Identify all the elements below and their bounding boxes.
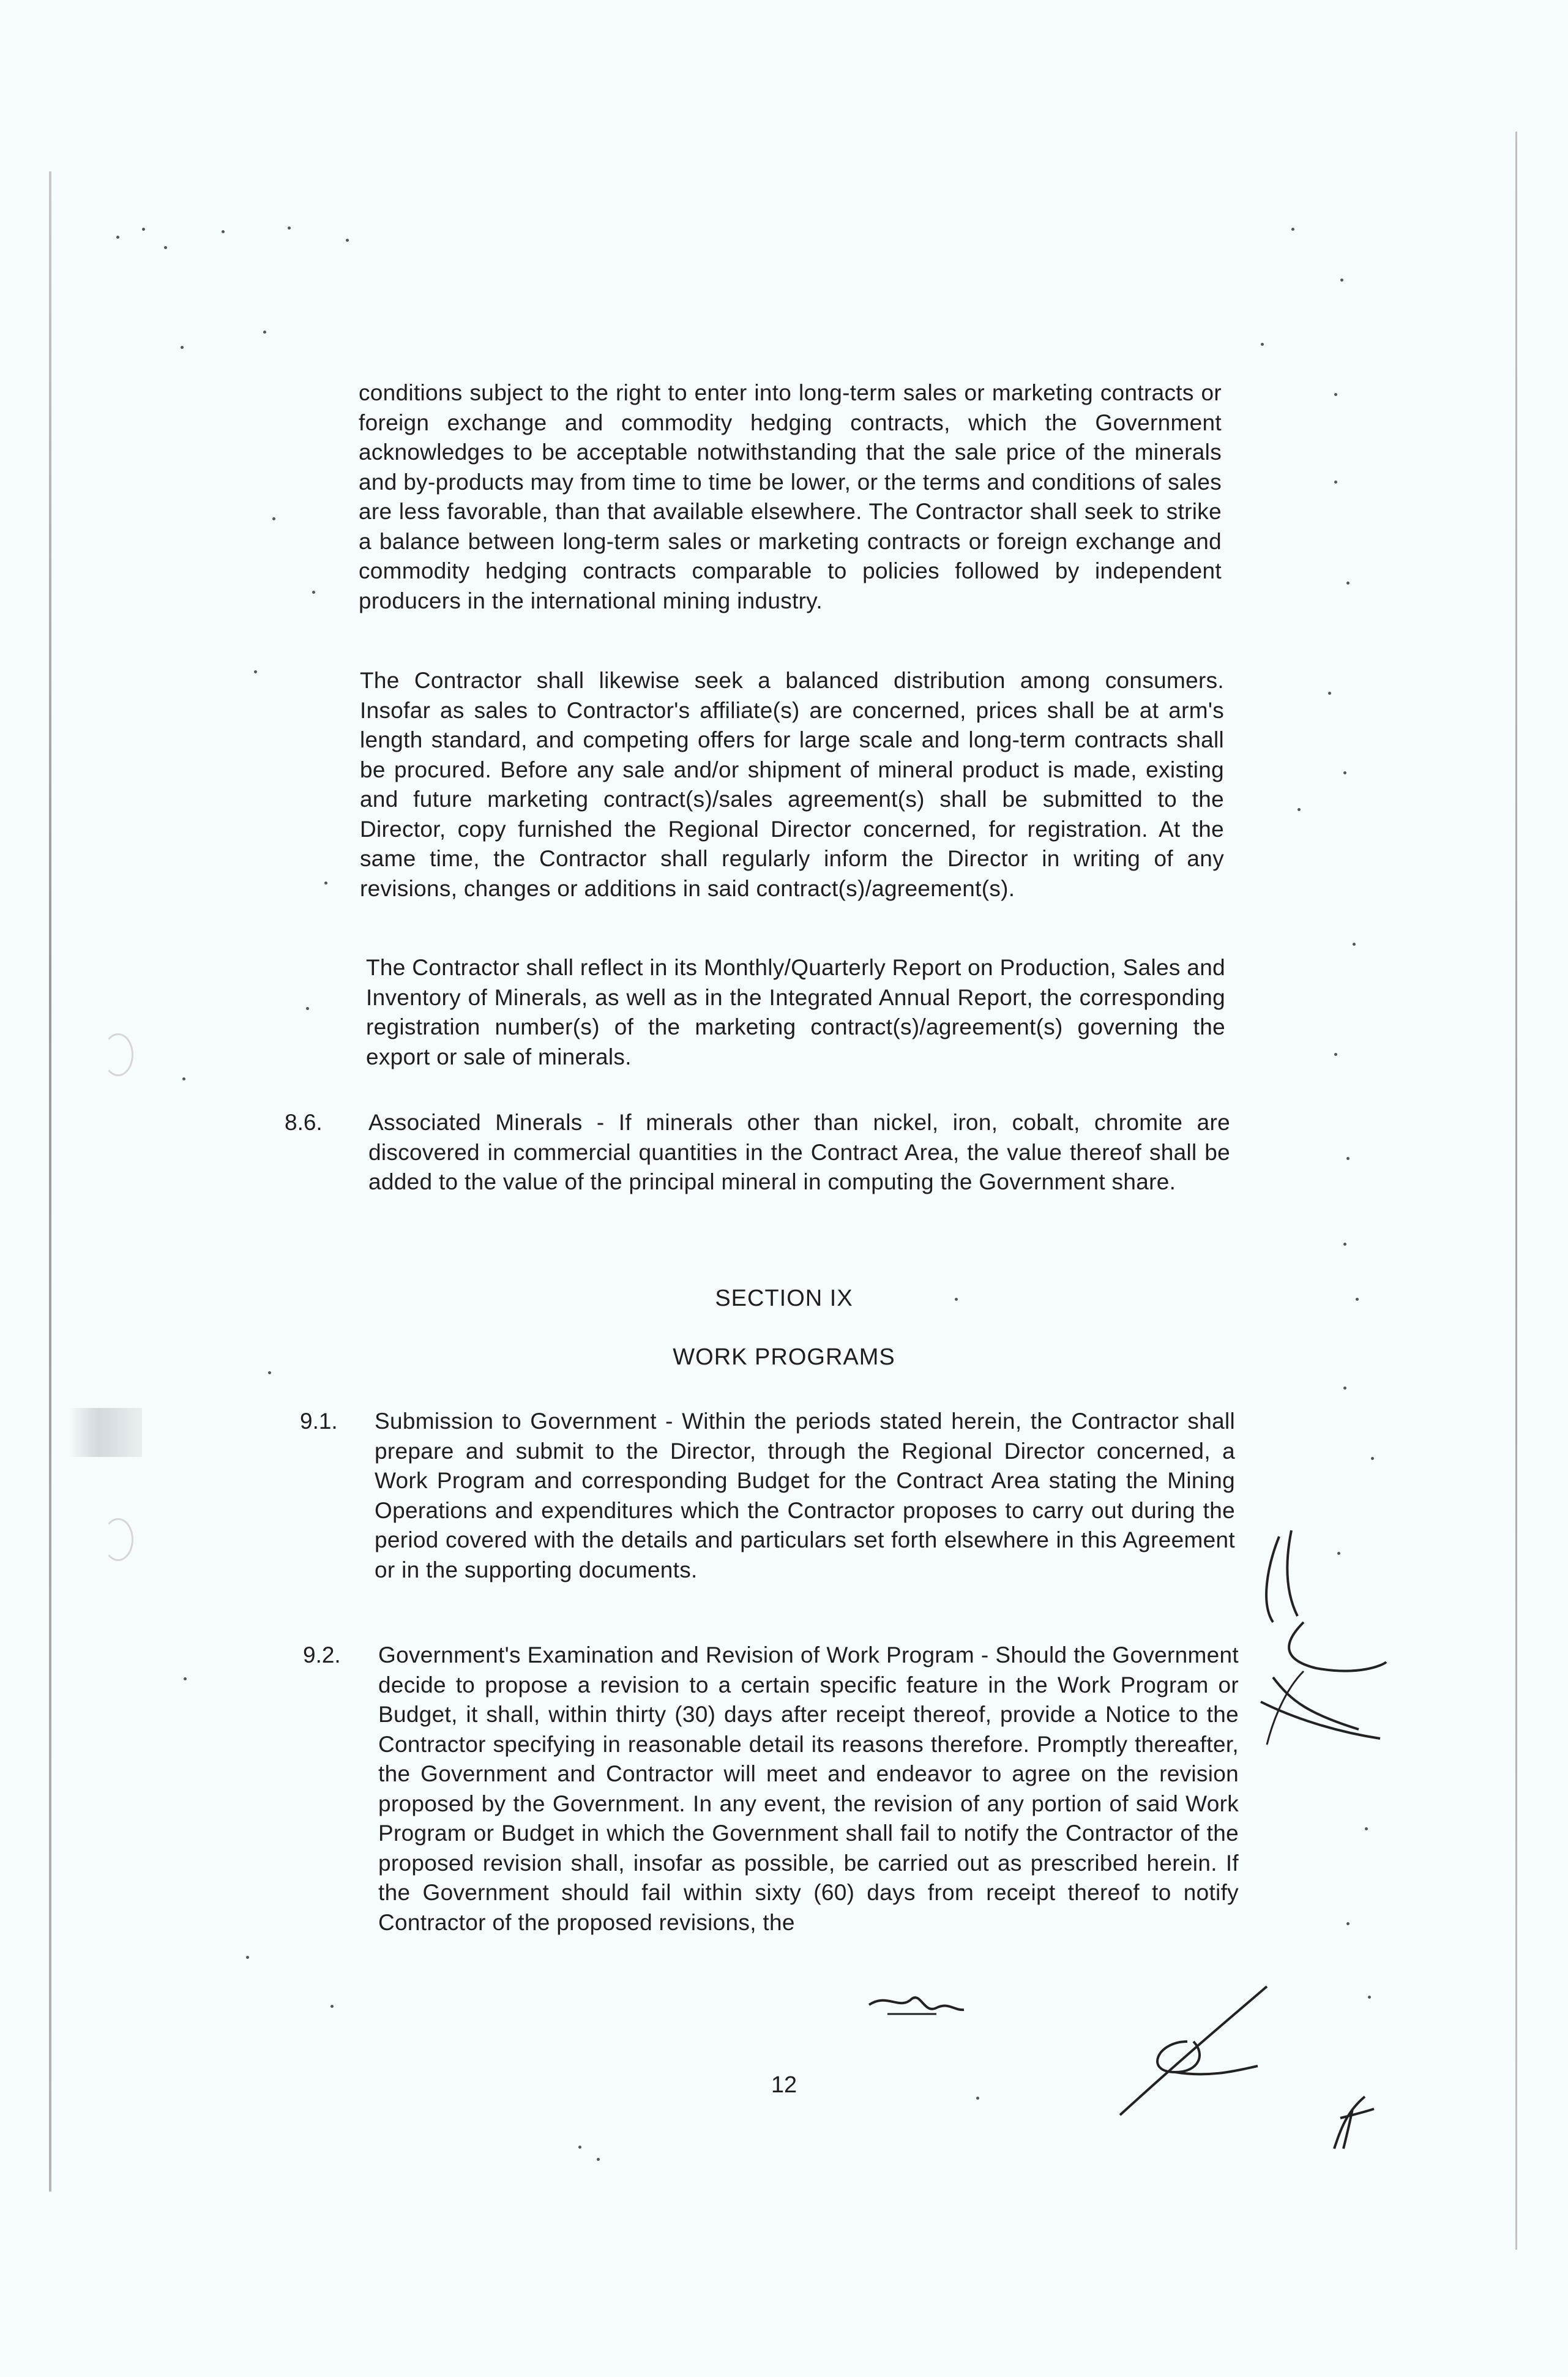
- item-number-9-1: 9.1.: [300, 1409, 338, 1434]
- scan-speck: [1343, 1387, 1346, 1390]
- scan-speck: [1297, 808, 1301, 811]
- signature-icon: [1114, 1980, 1273, 2121]
- scan-speck: [222, 230, 225, 233]
- scan-speck: [272, 517, 275, 520]
- paragraph-monthly-report: The Contractor shall reflect in its Monthly/Quarterly Report on Production, Sales and Inventory of Minerals, as well as in the Integrated Annual Report, the corresponding registration number(s) of the marketing contract(s)/agreement(s) governing the export or sale of minerals.: [366, 955, 1225, 1069]
- item-number-9-2: 9.2.: [303, 1642, 341, 1668]
- scan-speck: [1334, 393, 1337, 396]
- scan-speck: [268, 1371, 271, 1374]
- scan-speck: [1365, 1827, 1368, 1830]
- section-title-heading: WORK PROGRAMS: [673, 1344, 895, 1370]
- scan-speck: [312, 591, 315, 594]
- scan-smudge: [69, 1408, 142, 1457]
- item-number-8-6: 8.6.: [285, 1110, 323, 1135]
- scan-speck: [1340, 279, 1343, 282]
- scan-speck: [181, 346, 184, 349]
- scan-speck: [306, 1007, 309, 1010]
- scan-speck: [116, 236, 119, 239]
- scan-speck: [597, 2158, 600, 2161]
- item-text-associated-minerals: Associated Minerals - If minerals other than nickel, iron, cobalt, chromite are discovered in commercial quantities in the Contract Area, the value thereof shall be added to the value of the principal mineral in computing the Government share.: [368, 1110, 1230, 1194]
- handwritten-signature-icon: [1249, 1518, 1389, 1763]
- scan-speck: [1343, 1243, 1346, 1246]
- scan-speck: [346, 239, 349, 242]
- scan-speck: [1334, 481, 1337, 484]
- scan-speck: [578, 2146, 581, 2149]
- left-scan-edge: [49, 171, 51, 2192]
- paragraph-distribution: The Contractor shall likewise seek a balanced distribution among consumers. Insofar as sales to Contractor's affiliate(s) are concerned, prices shall be at arm's length standard, and competing offers for large scale and long-term contracts shall be procured. Before any sale and/or shipment of mineral product is made, existing and future marketing contract(s)/sales agreement(s) shall be submitted to the Director, copy furnished the Regional Director concerned, for registration. At the same time, the Contractor shall regularly inform the Director in writing of any revisions, changes or additions in said contract(s)/agreement(s).: [360, 668, 1224, 901]
- scan-speck: [184, 1677, 187, 1680]
- scan-speck: [1334, 1053, 1337, 1056]
- scan-speck: [246, 1956, 249, 1959]
- scan-speck: [1261, 343, 1264, 346]
- scan-speck: [288, 226, 291, 230]
- right-scan-edge: [1515, 132, 1517, 2250]
- scan-speck: [1346, 1157, 1350, 1160]
- scan-speck: [1368, 1996, 1371, 1999]
- binder-hole-bottom: [103, 1518, 133, 1561]
- section-number-heading: SECTION IX: [715, 1286, 853, 1311]
- scan-speck: [1353, 943, 1356, 946]
- scan-speck: [1343, 771, 1346, 774]
- paragraph-sales-contracts: conditions subject to the right to enter into long-term sales or marketing contracts or foreign exchange and commodity hedging contracts, which the Government acknowledges to be acceptable notwithstanding that the sale price of the minerals and by-products may from time to time be lower, or the terms and conditions of sales are less favorable, than that available elsewhere. The Contractor shall seek to strike a balance between long-term sales or marketing contracts or foreign exchange and commodity hedging contracts comparable to policies followed by independent producers in the international mining industry.: [359, 380, 1222, 613]
- scan-speck: [1346, 582, 1350, 585]
- scan-speck: [1291, 228, 1294, 231]
- scan-speck: [164, 246, 167, 249]
- item-text-submission: Submission to Government - Within the periods stated herein, the Contractor shall prepare and submit to the Director, through the Regional Director concerned, a Work Program and corresponding Budget for the Contract Area stating the Mining Operations and expenditures which the Contractor proposes to carry out during the period covered with the details and particulars set forth elsewhere in this Agreement or in the supporting documents.: [375, 1409, 1235, 1582]
- scan-speck: [1346, 1922, 1350, 1925]
- scan-speck: [1328, 692, 1331, 695]
- scan-speck: [1371, 1457, 1374, 1460]
- scan-speck: [254, 670, 257, 673]
- scan-speck: [330, 2005, 334, 2008]
- scan-speck: [324, 882, 327, 885]
- binder-hole-top: [103, 1033, 133, 1076]
- scan-speck: [263, 331, 266, 334]
- scan-speck: [182, 1077, 185, 1080]
- scan-speck: [142, 228, 145, 231]
- page-number: 12: [771, 2072, 797, 2098]
- item-text-examination: Government's Examination and Revision of Work Program - Should the Government decide to propose a revision to a certain specific feature in the Work Program or Budget, it shall, within thirty (30) days after receipt thereof, provide a Notice to the Contractor specifying in reasonable detail its reasons therefore. Promptly thereafter, the Government and Contractor will meet and endeavor to agree on the revision proposed by the Government. In any event, the revision of any portion of said Work Program or Budget in which the Government shall fail to notify the Contractor of the proposed revision shall, insofar as possible, be carried out as prescribed herein. If the Government should fail within sixty (60) days from receipt thereof to notify Contractor of the proposed revisions, the: [378, 1642, 1239, 1935]
- initials-icon: [863, 1986, 967, 2029]
